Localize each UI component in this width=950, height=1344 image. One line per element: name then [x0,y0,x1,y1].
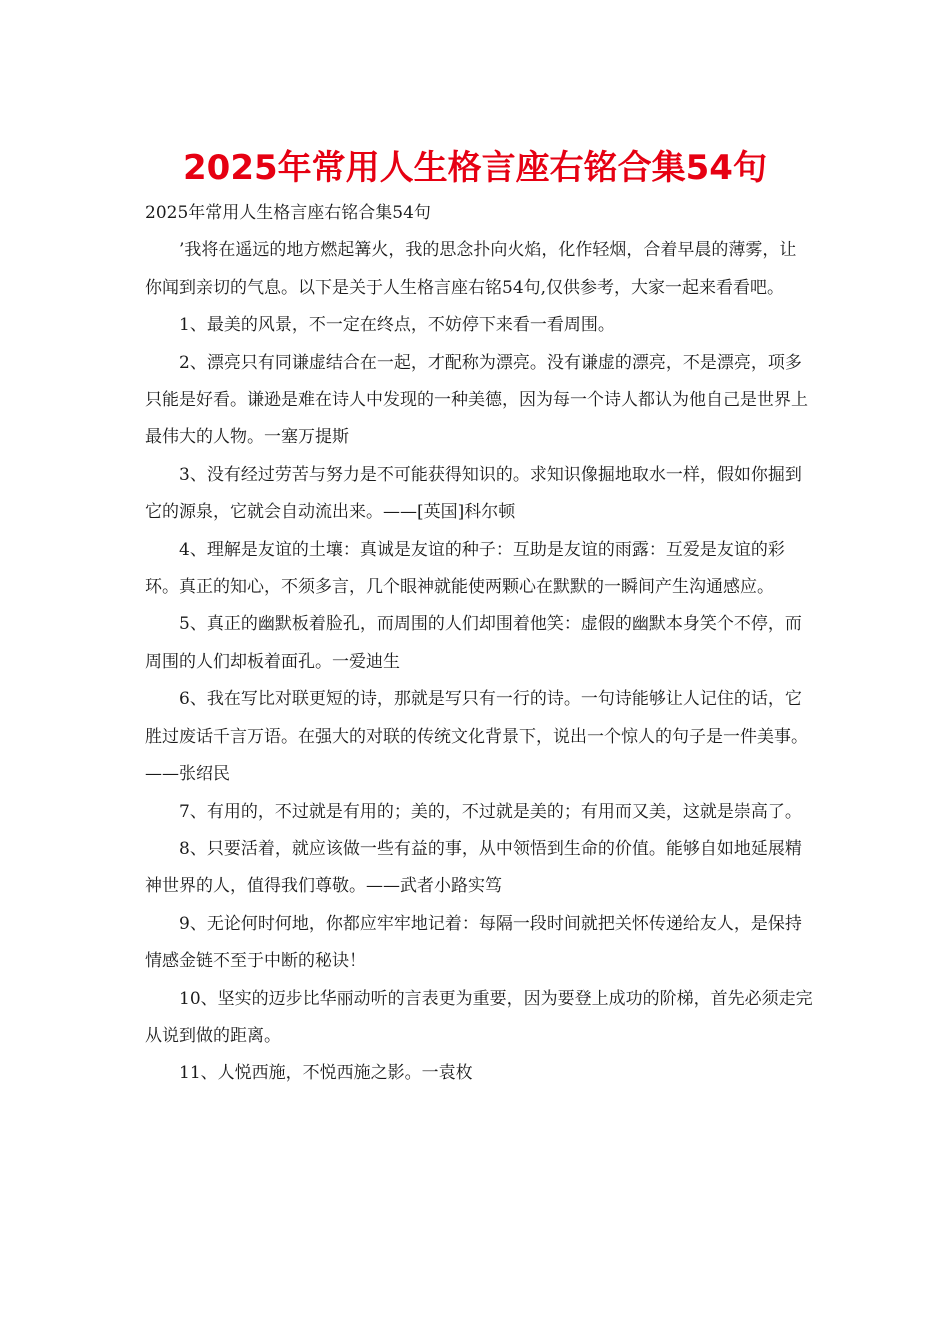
quote-item-6: 6、我在写比对联更短的诗，那就是写只有一行的诗。一句诗能够让人记住的话，它胜过废话千言万语。在强大的对联的传统文化背景下，说出一个惊人的句子是一件美事。——张绍民 [145,689,808,785]
quote-item-3: 3、没有经过劳苦与努力是不可能获得知识的。求知识像掘地取水一样，假如你掘到它的源泉，它就会自动流出来。——[英国]科尔顿 [145,464,802,523]
document-subtitle: 2025年常用人生格言座右铭合集54句 [145,203,431,223]
quote-item-5: 5、真正的幽默板着脸孔，而周围的人们却围着他笑：虚假的幽默本身笑个不停，而周围的人们却板着面孔。一爱迪生 [145,614,802,672]
document-title: 2025年常用人生格言座右铭合集54句 [183,148,767,188]
quote-item-11: 11、人悦西施，不悦西施之影。一袁枚 [179,1063,473,1084]
quote-item-4: 4、理解是友谊的土壤：真诚是友谊的种子：互助是友谊的雨露：互爱是友谊的彩环。真正的知心，不须多言，几个眼神就能使两颗心在默默的一瞬间产生沟通感应。 [145,539,785,598]
quote-item-2: 2、漂亮只有同谦虚结合在一起，才配称为漂亮。没有谦虚的漂亮，不是漂亮，项多只能是好看。谦逊是难在诗人中发现的一种美德，因为每一个诗人都认为他自己是世界上最伟大的人物。一塞万提斯 [145,352,808,448]
quote-item-7: 7、有用的，不过就是有用的；美的，不过就是美的；有用而又美，这就是崇高了。 [179,801,802,822]
intro-paragraph: ’我将在遥远的地方燃起篝火，我的思念扑向火焰，化作轻烟，合着早晨的薄雾，让你闻到亲切的气息。以下是关于人生格言座右铭54句,仅供参考，大家一起来看看吧。 [145,240,797,298]
quote-item-10: 10、坚实的迈步比华丽动听的言表更为重要，因为要登上成功的阶梯，首先必须走完从说到做的距离。 [145,988,813,1046]
quote-item-8: 8、只要活着，就应该做一些有益的事，从中领悟到生命的价值。能够自如地延展精神世界的人，值得我们尊敬。——武者小路实笃 [145,838,802,897]
quote-item-1: 1、最美的风景，不一定在终点，不妨停下来看一看周围。 [179,315,615,336]
quote-item-9: 9、无论何时何地，你都应牢牢地记着：每隔一段时间就把关怀传递给友人，是保持情感金链不至于中断的秘诀！ [145,913,802,972]
document-body [145,195,813,1093]
